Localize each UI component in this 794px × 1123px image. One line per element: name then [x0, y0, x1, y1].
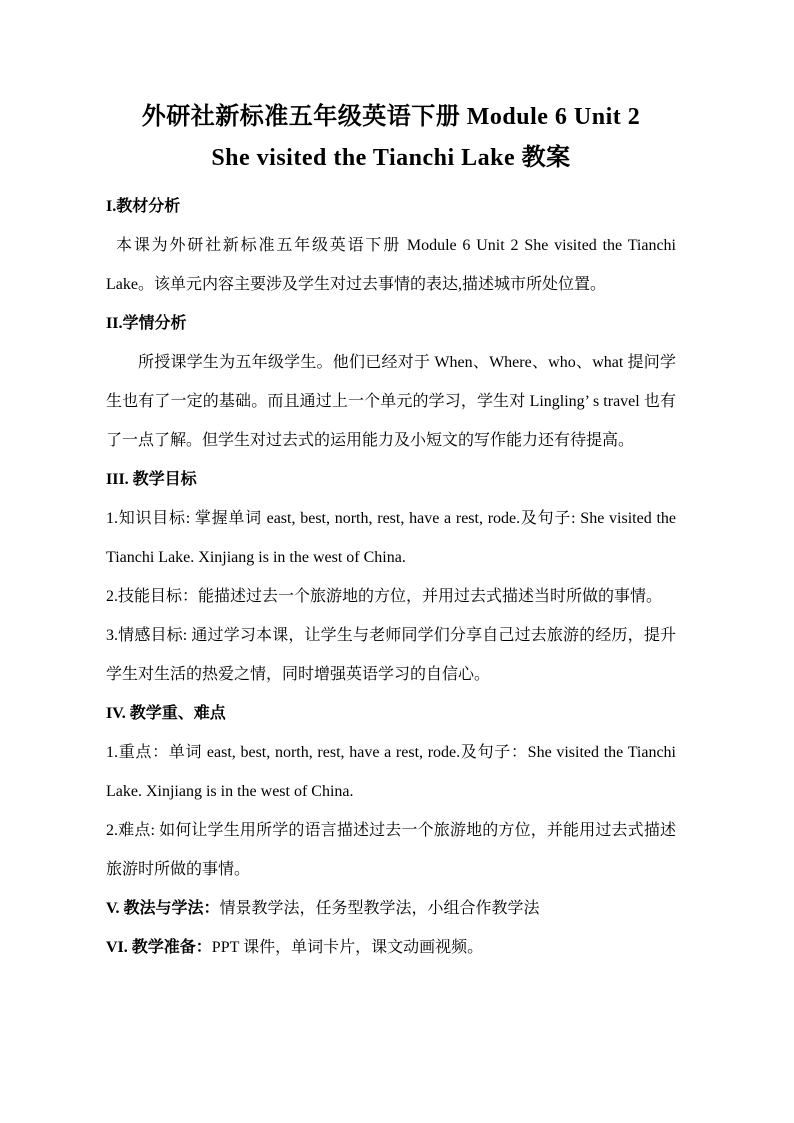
section-heading-teaching-preparation: VI. 教学准备：	[106, 939, 212, 956]
title-line-2: She visited the Tianchi Lake 教案	[211, 145, 571, 171]
section-material-analysis	[106, 187, 676, 304]
paragraph-difficult-points: 2.难点: 如何让学生用所学的语言描述过去一个旅游地的方位，并能用过去式描述旅游时所做的事情。	[106, 822, 676, 878]
teaching-methods-text: 情景教学法，任务型教学法，小组合作教学法	[219, 900, 540, 917]
section-learner-analysis	[106, 304, 676, 460]
paragraph-skill-objective: 2.技能目标：能描述过去一个旅游地的方位，并用过去式描述当时所做的事情。	[106, 588, 663, 605]
section-heading-learner-analysis: II.学情分析	[106, 315, 187, 332]
paragraph-teaching-methods	[106, 889, 676, 928]
paragraph-knowledge-objective: 1.知识目标: 掌握单词 east, best, north, rest, have a rest, rode.及句子: She visited the Tianchi Lake. Xinjiang is in the west of China.	[106, 510, 676, 566]
section-heading-teaching-objectives: III. 教学目标	[106, 471, 197, 488]
title-line-1: 外研社新标准五年级英语下册 Module 6 Unit 2	[141, 104, 641, 130]
section-heading-material-analysis: I.教材分析	[106, 198, 181, 215]
section-teaching-preparation	[106, 928, 676, 967]
section-key-difficult-points	[106, 694, 676, 889]
paragraph-learner-analysis: 所授课学生为五年级学生。他们已经对于 When、Where、who、what 提问学生也有了一定的基础。而且通过上一个单元的学习，学生对 Lingling’ s travel 也有了一点了解。但学生对过去式的运用能力及小短文的写作能力还有待提高。	[106, 354, 676, 449]
section-heading-teaching-methods: V. 教法与学法：	[106, 900, 220, 917]
document-body	[106, 187, 676, 967]
section-teaching-methods	[106, 889, 676, 928]
section-heading-key-difficult-points: IV. 教学重、难点	[106, 705, 226, 722]
paragraph-emotion-objective: 3.情感目标: 通过学习本课，让学生与老师同学们分享自己过去旅游的经历，提升学生对生活的热爱之情，同时增强英语学习的自信心。	[106, 627, 676, 683]
document-title	[106, 97, 676, 179]
paragraph-key-points: 1.重点：单词 east, best, north, rest, have a rest, rode.及句子：She visited the Tianchi Lake. Xinjiang is in the west of China.	[106, 744, 676, 800]
paragraph-material-analysis: 本课为外研社新标准五年级英语下册 Module 6 Unit 2 She visited the Tianchi Lake。该单元内容主要涉及学生对过去事情的表达,描述城市所处位置。	[106, 237, 676, 293]
section-teaching-objectives	[106, 460, 676, 694]
paragraph-teaching-preparation	[106, 928, 676, 967]
teaching-preparation-text: PPT 课件，单词卡片，课文动画视频。	[211, 939, 484, 956]
